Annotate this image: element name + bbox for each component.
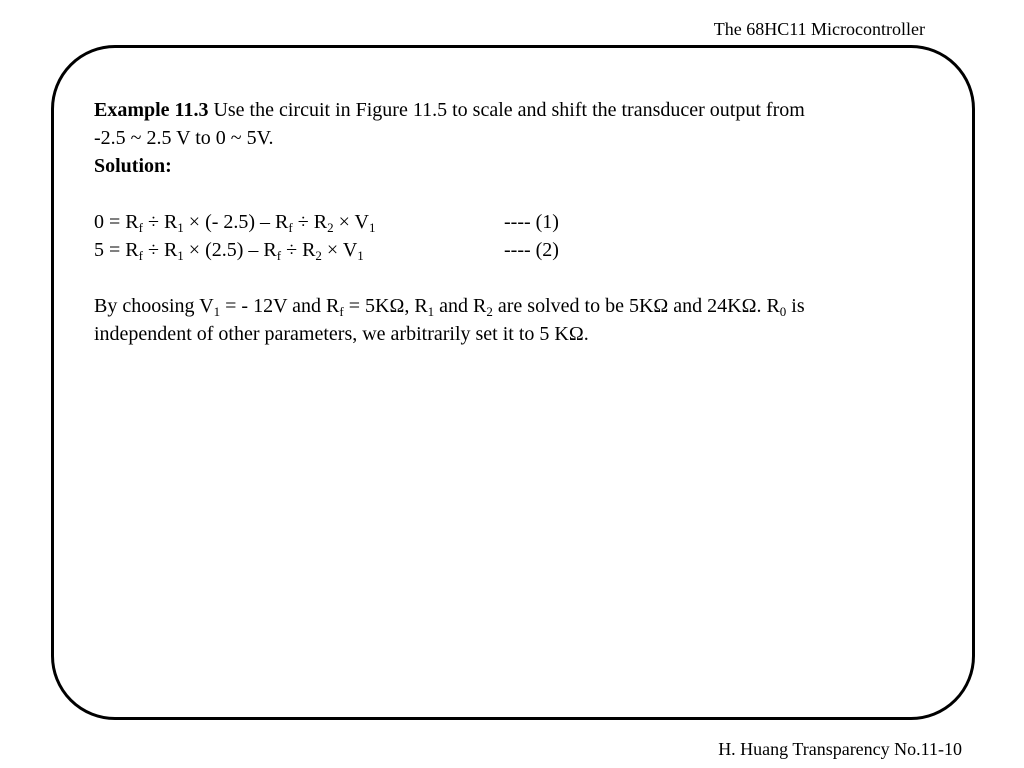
solution-label: Solution:	[94, 155, 172, 177]
equation-1-tag: ---- (1)	[504, 211, 559, 233]
equation-1: $0 = R_f \div R_1$ × (- $2.5) - R_f \div R_2 \times V_1$ ---- (1)	[94, 208, 924, 236]
spacer	[94, 180, 924, 208]
example-text-line1: Use the circuit in Figure 11.5 to scale and shift the transducer output from	[208, 99, 805, 121]
example-text-line2: -2.5 ~ 2.5 V to 0 ~ 5V.	[94, 127, 274, 149]
example-label: Example 11.3	[94, 99, 209, 121]
conclusion-paragraph: By choosing $V_1$ = - 12V and $R_f = 5K\Omega$, $R_1$ and $R_2$ are solved to be 5KΩ and 24KΩ. $R_0$ is independent of other parameters, we arbitrarily set it to 5 KΩ.	[94, 295, 805, 345]
equation-2: $5 = R_f \div R_1 \times (2.5) - R_f \div R_2 \times V_1$ ---- (2)	[94, 236, 924, 264]
header-title: The 68HC11 Microcontroller	[713, 19, 925, 39]
conclusion-line2: independent of other parameters, we arbitrarily set it to 5 KΩ.	[94, 323, 589, 345]
footer-text: H. Huang Transparency No.11-10	[718, 739, 962, 759]
slide-content	[94, 96, 924, 348]
equation-2-tag: ---- (2)	[504, 239, 559, 261]
example-paragraph	[94, 96, 924, 152]
spacer	[94, 264, 924, 292]
